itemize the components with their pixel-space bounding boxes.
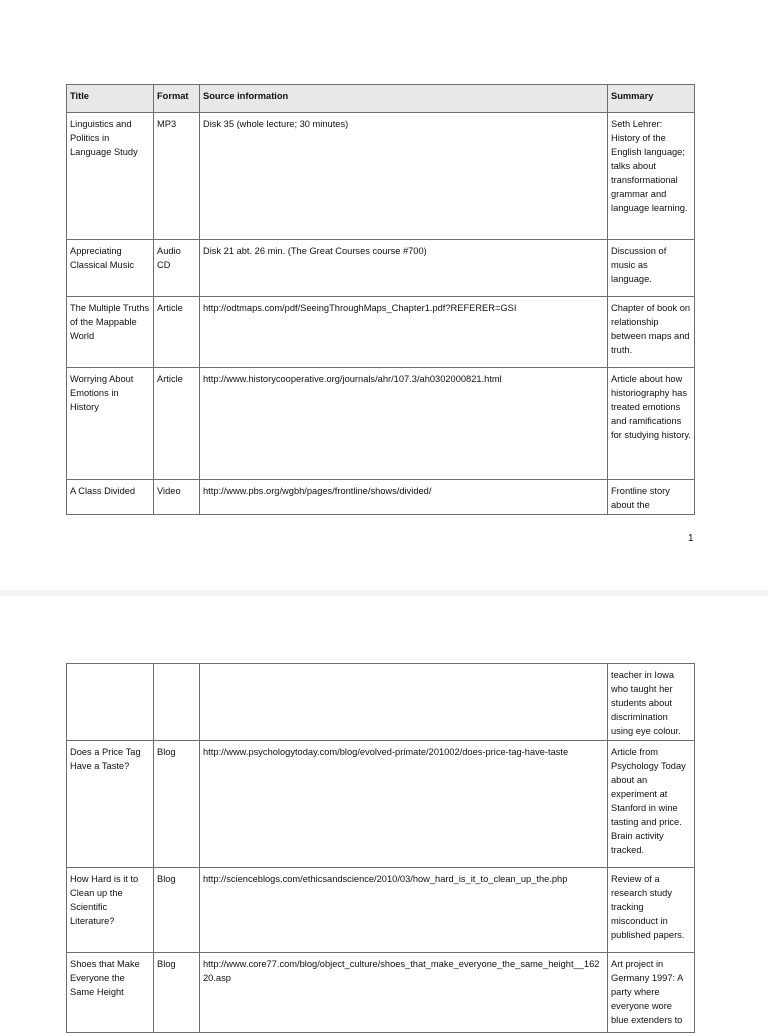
cell-title: [67, 664, 154, 741]
header-summary: Summary: [608, 85, 695, 113]
table-row: [67, 113, 695, 240]
cell-source[interactable]: http://www.pbs.org/wgbh/pages/frontline/shows/divided/: [200, 480, 608, 515]
table-row: [67, 480, 695, 515]
cell-title: The Multiple Truths of the Mappable World: [67, 297, 154, 368]
cell-source[interactable]: http://odtmaps.com/pdf/SeeingThroughMaps_Chapter1.pdf?REFERER=GSI: [200, 297, 608, 368]
cell-format: Blog: [154, 741, 200, 868]
cell-source[interactable]: http://www.core77.com/blog/object_culture/shoes_that_make_everyone_the_same_height__16220.asp: [200, 953, 608, 1033]
cell-source[interactable]: http://scienceblogs.com/ethicsandscience/2010/03/how_hard_is_it_to_clean_up_the.php: [200, 868, 608, 953]
table-row: [67, 664, 695, 741]
cell-summary: Frontline story about the: [608, 480, 695, 515]
cell-summary: Seth Lehrer: History of the English language; talks about transformational grammar and language learning.: [608, 113, 695, 240]
cell-title: Does a Price Tag Have a Taste?: [67, 741, 154, 868]
cell-source: Disk 35 (whole lecture; 30 minutes): [200, 113, 608, 240]
table-header-row: [67, 85, 695, 113]
cell-summary: Article from Psychology Today about an experiment at Stanford in wine tasting and price. Brain activity tracked.: [608, 741, 695, 868]
cell-title: Worrying About Emotions in History: [67, 368, 154, 480]
table-row: [67, 868, 695, 953]
header-format: Format: [154, 85, 200, 113]
cell-source[interactable]: http://www.psychologytoday.com/blog/evolved-primate/201002/does-price-tag-have-taste: [200, 741, 608, 868]
cell-source[interactable]: http://www.historycooperative.org/journals/ahr/107.3/ah0302000821.html: [200, 368, 608, 480]
header-source: Source information: [200, 85, 608, 113]
page-number: 1: [688, 533, 694, 544]
cell-summary: Review of a research study tracking misconduct in published papers.: [608, 868, 695, 953]
cell-format: Video: [154, 480, 200, 515]
resource-table-page-1: [66, 84, 695, 515]
table-row: [67, 240, 695, 297]
table-row: [67, 297, 695, 368]
document-page-2: [0, 596, 768, 1024]
cell-format: [154, 664, 200, 741]
cell-format: Article: [154, 368, 200, 480]
resource-table-page-2: [66, 663, 695, 1033]
table-row: [67, 953, 695, 1033]
cell-summary: teacher in Iowa who taught her students about discrimination using eye colour.: [608, 664, 695, 741]
table-row: [67, 368, 695, 480]
cell-title: Shoes that Make Everyone the Same Height: [67, 953, 154, 1033]
cell-title: A Class Divided: [67, 480, 154, 515]
header-title: Title: [67, 85, 154, 113]
cell-format: MP3: [154, 113, 200, 240]
cell-title: How Hard is it to Clean up the Scientific Literature?: [67, 868, 154, 953]
cell-summary: Discussion of music as language.: [608, 240, 695, 297]
cell-summary: Article about how historiography has treated emotions and ramifications for studying history.: [608, 368, 695, 480]
cell-format: Article: [154, 297, 200, 368]
table-row: [67, 741, 695, 868]
cell-summary: Art project in Germany 1997: A party where everyone wore blue extenders to: [608, 953, 695, 1033]
cell-source: Disk 21 abt. 26 min. (The Great Courses course #700): [200, 240, 608, 297]
cell-format: Blog: [154, 868, 200, 953]
cell-title: Appreciating Classical Music: [67, 240, 154, 297]
cell-title: Linguistics and Politics in Language Study: [67, 113, 154, 240]
cell-source: [200, 664, 608, 741]
cell-format: Audio CD: [154, 240, 200, 297]
cell-format: Blog: [154, 953, 200, 1033]
cell-summary: Chapter of book on relationship between maps and truth.: [608, 297, 695, 368]
